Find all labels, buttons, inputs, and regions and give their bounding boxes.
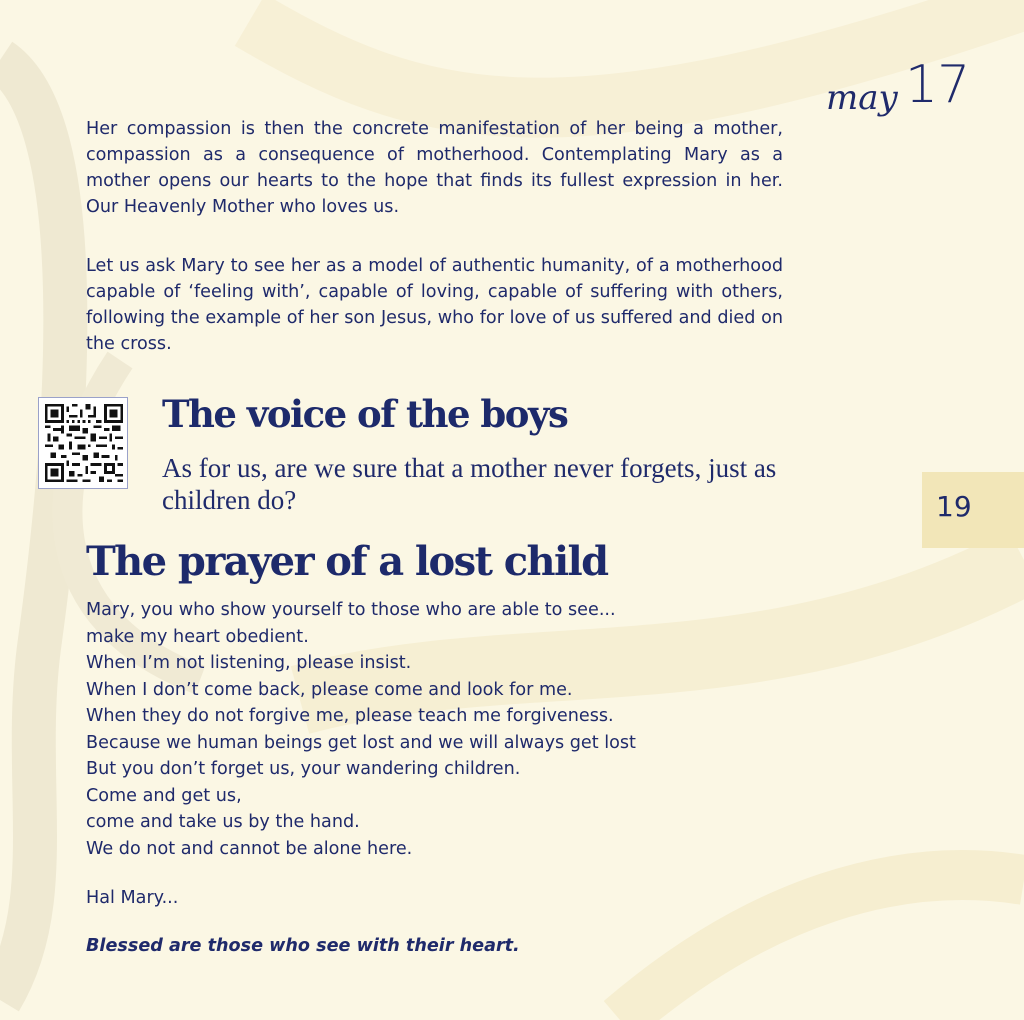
prayer-line: When they do not forgive me, please teach me forgiveness. (86, 706, 614, 726)
date-day: 17 (905, 55, 970, 115)
voice-section-text: As for us, are we sure that a mother never forgets, just as children do? (162, 453, 777, 515)
prayer-line: come and take us by the hand. (86, 812, 360, 832)
prayer-line: Because we human beings get lost and we will always get lost (86, 732, 636, 753)
intro-paragraph-1: Her compassion is then the concrete manifestation of her being a mother, compassion as a consequence of motherhood. Contemplating Mary as a mother opens our hearts to the hope that finds its fullest expression in her. Our Heavenly Mother who loves us. (86, 119, 783, 217)
prayer-closing: Hal Mary... (86, 888, 179, 908)
prayer-line: Mary, you who show yourself to those who are able to see... (86, 600, 616, 620)
prayer-line: But you don’t forget us, your wandering children. (86, 759, 521, 779)
prayer-line: make my heart obedient. (86, 626, 309, 647)
page-number: 19 (936, 490, 972, 523)
blessing-line: Blessed are those who see with their heart. (86, 936, 520, 956)
prayer-line: Come and get us, (86, 785, 242, 806)
intro-paragraph-2: Let us ask Mary to see her as a model of authentic humanity, of a motherhood capable of ‘feeling with’, capable of loving, capable of suffering with others, following the example of her son Jesus, who for love of us suffered and died on the cross. (86, 256, 783, 354)
date-month: may (826, 78, 898, 118)
prayer-line: We do not and cannot be alone here. (86, 838, 413, 859)
prayer-lines (86, 597, 636, 862)
prayer-section-title: The prayer of a lost child (86, 538, 608, 585)
prayer-line: When I don’t come back, please come and look for me. (86, 679, 573, 700)
voice-section-title: The voice of the boys (162, 392, 568, 436)
prayer-line: When I’m not listening, please insist. (86, 653, 412, 673)
qr-code-icon[interactable] (38, 397, 128, 489)
